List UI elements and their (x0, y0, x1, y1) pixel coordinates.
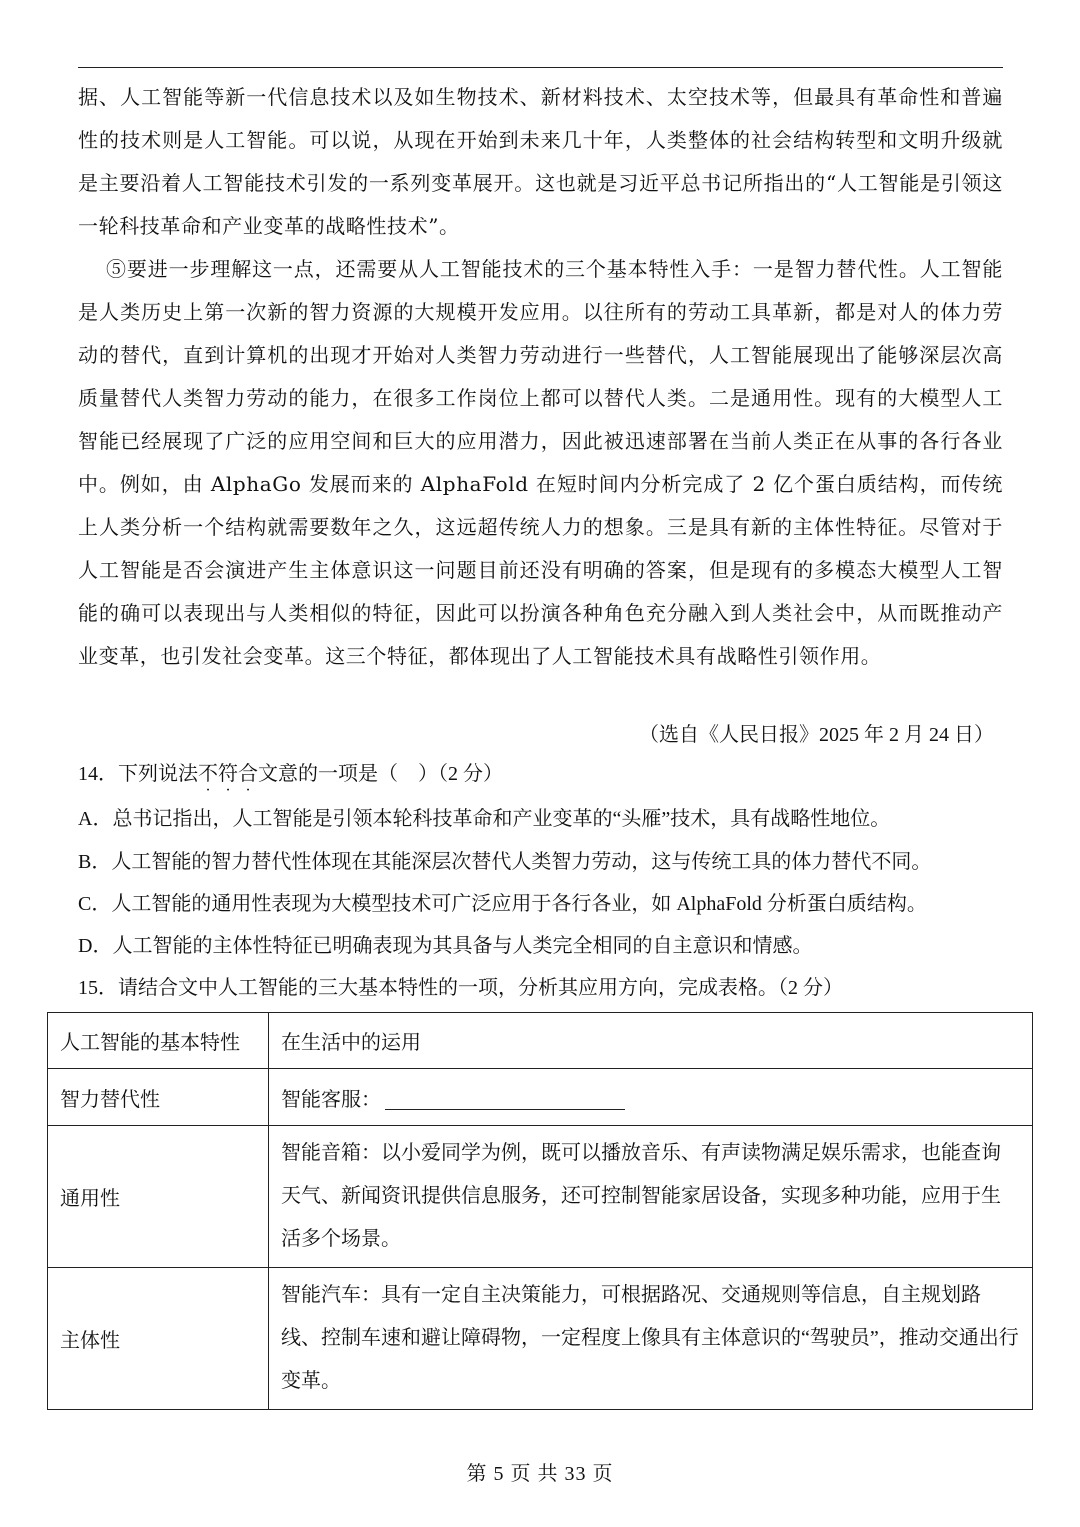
option-c: C．人工智能的通用性表现为大模型技术可广泛应用于各行各业，如 AlphaFold 分析蛋白质结构。 (78, 893, 927, 915)
table-cell-feature: 智力替代性 (48, 1069, 269, 1126)
question-14-suffix: 文意的一项是（ ）（2 分） (258, 763, 503, 785)
option-a: A．总书记指出，人工智能是引领本轮科技革命和产业变革的“头雁”技术，具有战略性地位。 (78, 808, 891, 830)
answer-table (47, 1012, 1033, 1410)
page-footer: 第 5 页 共 33 页 (466, 1463, 614, 1485)
table-cell-application (269, 1069, 1033, 1126)
table-row (48, 1268, 1033, 1410)
table-cell-feature: 通用性 (48, 1126, 269, 1268)
option-d: D．人工智能的主体性特征已明确表现为其具备与人类完全相同的自主意识和情感。 (78, 935, 813, 957)
question-15-stem: 15．请结合文中人工智能的三大基本特性的一项，分析其应用方向，完成表格。（2 分） (78, 977, 843, 999)
table-cell-application: 智能音箱：以小爱同学为例，既可以播放音乐、有声读物满足娱乐需求，也能查询天气、新闻资讯提供信息服务，还可控制智能家居设备，实现多种功能，应用于生活多个场景。 (269, 1126, 1033, 1268)
table-row (48, 1126, 1033, 1268)
table-header-application: 在生活中的运用 (269, 1013, 1033, 1069)
answer-prompt: 智能客服： (281, 1088, 381, 1111)
table-cell-application: 智能汽车：具有一定自主决策能力，可根据路况、交通规则等信息，自主规划路线、控制车速和避让障碍物，一定程度上像具有主体意识的“驾驶员”，推动交通出行变革。 (269, 1268, 1033, 1410)
option-b: B．人工智能的智力替代性体现在其能深层次替代人类智力劳动，这与传统工具的体力替代不同。 (78, 851, 932, 873)
question-14-stem (78, 754, 1028, 794)
table-cell-feature: 主体性 (48, 1268, 269, 1410)
emphasis-char: 不 (198, 763, 218, 785)
table-row (48, 1069, 1033, 1126)
table-header-row (48, 1013, 1033, 1069)
passage-paragraph-continued: 据、人工智能等新一代信息技术以及如生物技术、新材料技术、太空技术等，但最具有革命性和普遍性的技术则是人工智能。可以说，从现在开始到未来几十年，人类整体的社会结构转型和文明升级就是主要沿着人工智能技术引发的一系列变革展开。这也就是习近平总书记所指出的“人工智能是引领这一轮科技革命和产业变革的战略性技术”。 (78, 85, 1003, 238)
emphasis-char: 符 (218, 763, 238, 785)
top-rule (78, 67, 1003, 68)
passage-source: （选自《人民日报》2025 年 2 月 24 日） (639, 724, 994, 746)
table-header-feature: 人工智能的基本特性 (48, 1013, 269, 1069)
answer-blank[interactable] (385, 1085, 625, 1110)
passage-paragraph-5: ⑤要进一步理解这一点，还需要从人工智能技术的三个基本特性入手：一是智力替代性。人工智能是人类历史上第一次新的智力资源的大规模开发应用。以往所有的劳动工具革新，都是对人的体力劳动的替代，直到计算机的出现才开始对人类智力劳动进行一些替代，人工智能展现出了能够深层次高质量替代人类智力劳动的能力，在很多工作岗位上都可以替代人类。二是通用性。现有的大模型人工智能已经展现了广泛的应用空间和巨大的应用潜力，因此被迅速部署在当前人类正在从事的各行各业中。例如，由 AlphaGo 发展而来的 AlphaFold 在短时间内分析完成了 2 亿个蛋白质结构，而传统上人类分析一个结构就需要数年之久，这远超传统人力的想象。三是具有新的主体性特征。尽管对于人工智能是否会演进产生主体意识这一问题目前还没有明确的答案，但是现有的多模态大模型人工智能的确可以表现出与人类相似的特征，因此可以扮演各种角色充分融入到人类社会中，从而既推动产业变革，也引发社会变革。这三个特征，都体现出了人工智能技术具有战略性引领作用。 (78, 257, 1003, 668)
question-14-prefix: 14．下列说法 (78, 763, 198, 785)
emphasis-char: 合 (238, 763, 258, 785)
